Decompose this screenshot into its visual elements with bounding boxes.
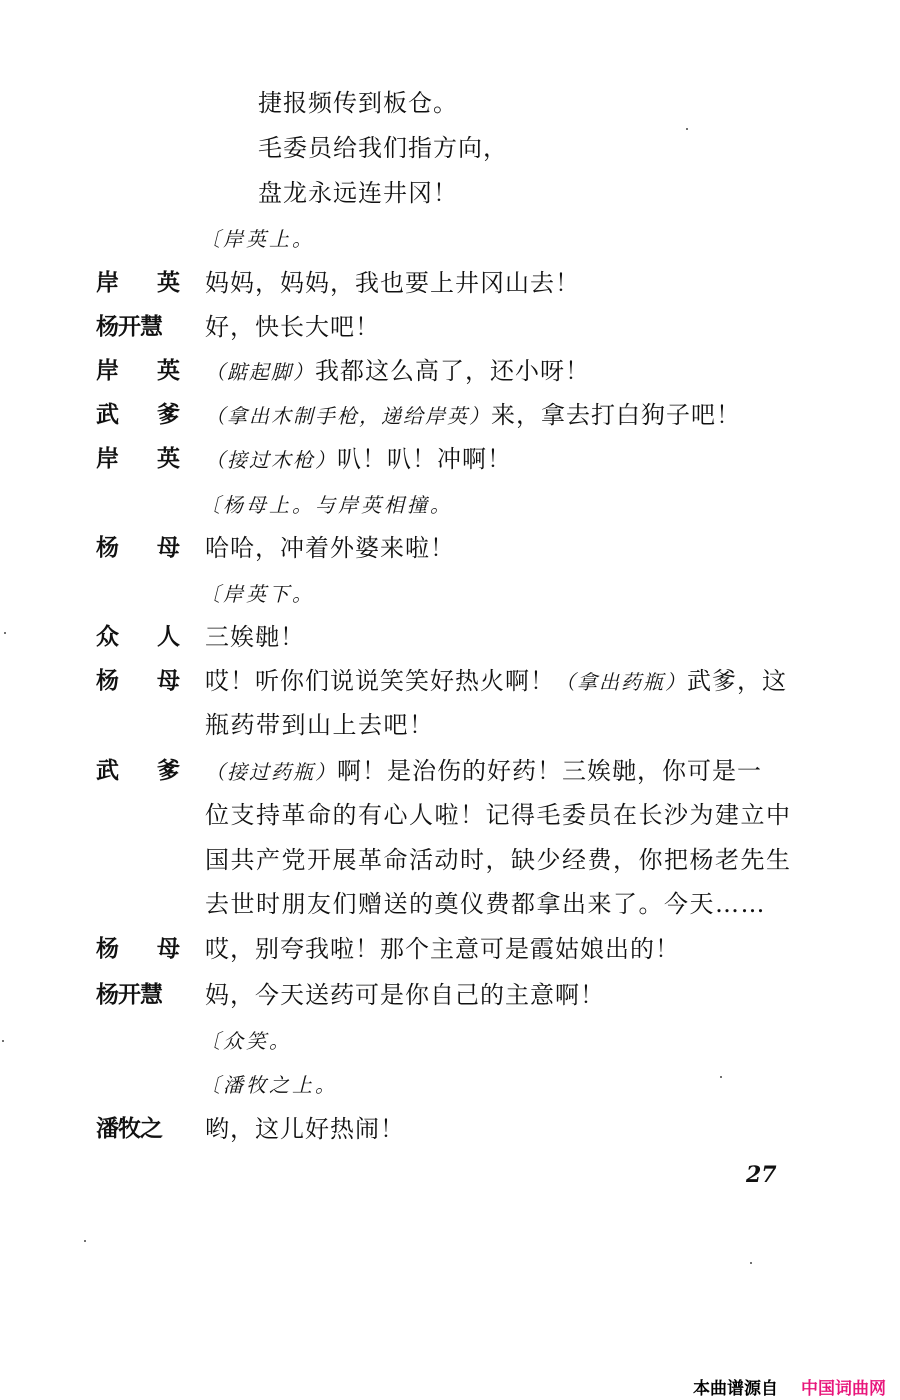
scan-speck <box>84 1240 86 1242</box>
speaker-char: 众 <box>96 624 119 650</box>
speech: 好，快长大吧！ <box>205 313 380 341</box>
page-number: 27 <box>746 1162 777 1188</box>
speaker-label <box>96 444 180 474</box>
speaker-char: 爹 <box>157 758 180 784</box>
dialogue-text <box>205 1114 405 1144</box>
stage-note: （拿出木制手枪，递给岸英） <box>205 404 491 428</box>
speech: 妈妈，妈妈，我也要上井冈山去！ <box>205 269 580 297</box>
scan-speck <box>720 1076 722 1078</box>
song-line: 盘龙永远连井冈！ <box>258 179 458 207</box>
scan-speck <box>4 632 6 634</box>
speaker-label <box>96 1114 180 1144</box>
speech: 叭！叭！冲啊！ <box>337 445 512 473</box>
stage-direction: 〔众笑。 <box>200 1029 292 1053</box>
scan-speck <box>750 1262 752 1264</box>
scan-speck <box>686 128 688 130</box>
speaker-label <box>96 268 180 298</box>
footer-source-label: 本曲谱源自 <box>693 1379 778 1399</box>
dialogue-continuation: 国共产党开展革命活动时，缺少经费，你把杨老先生 <box>205 846 792 874</box>
speaker-label <box>96 622 180 652</box>
dialogue-text <box>205 356 590 387</box>
speaker-char: 杨开慧 <box>96 982 162 1008</box>
speaker-label <box>96 400 180 430</box>
speaker-char: 岸 <box>96 358 119 384</box>
dialogue-continuation: 位支持革命的有心人啦！记得毛委员在长沙为建立中 <box>205 801 792 829</box>
stage-note: （拿出药瓶） <box>555 670 687 694</box>
stage-direction: 〔岸英下。 <box>200 582 315 606</box>
speaker-label <box>96 666 180 696</box>
stage-note: （踮起脚） <box>205 360 315 384</box>
speech: 哈哈，冲着外婆来啦！ <box>205 534 455 562</box>
speaker-char: 母 <box>157 668 180 694</box>
dialogue-text <box>205 444 512 475</box>
speaker-char: 英 <box>157 270 180 296</box>
stage-note: （接过木枪） <box>205 448 337 472</box>
dialogue-text <box>205 312 380 342</box>
speaker-char: 岸 <box>96 270 119 296</box>
speaker-char: 杨开慧 <box>96 314 162 340</box>
speech: 啊！是治伤的好药！三娭毑，你可是一 <box>337 757 762 785</box>
song-line: 捷报频传到板仓。 <box>258 89 458 117</box>
speaker-char: 潘牧之 <box>96 1116 162 1142</box>
speech: 哎！听你们说说笑笑好热火啊！ <box>205 667 555 695</box>
dialogue-text <box>205 400 741 431</box>
speaker-char: 爹 <box>157 402 180 428</box>
speech: 我都这么高了，还小呀！ <box>315 357 590 385</box>
scan-speck <box>2 1040 4 1042</box>
speaker-label <box>96 934 180 964</box>
footer-site-link[interactable]: 中国词曲网 <box>801 1379 886 1399</box>
speaker-char: 英 <box>157 358 180 384</box>
speech: 武爹，这 <box>687 667 787 695</box>
speaker-label <box>96 356 180 386</box>
stage-direction: 〔岸英上。 <box>200 227 315 251</box>
speaker-char: 母 <box>157 936 180 962</box>
dialogue-text <box>205 934 680 964</box>
speaker-char: 母 <box>157 535 180 561</box>
speaker-char: 岸 <box>96 446 119 472</box>
speech: 三娭毑！ <box>205 623 305 651</box>
speaker-label <box>96 533 180 563</box>
dialogue-continuation: 去世时朋友们赠送的奠仪费都拿出来了。今天…… <box>205 890 766 918</box>
dialogue-text <box>205 533 455 563</box>
dialogue-text <box>205 756 762 787</box>
speech: 哎，别夸我啦！那个主意可是霞姑娘出的！ <box>205 935 680 963</box>
speaker-char: 杨 <box>96 535 119 561</box>
speech: 哟，这儿好热闹！ <box>205 1115 405 1143</box>
dialogue-text <box>205 980 605 1010</box>
stage-direction: 〔杨母上。与岸英相撞。 <box>200 493 453 517</box>
stage-direction: 〔潘牧之上。 <box>200 1073 338 1097</box>
dialogue-continuation: 瓶药带到山上去吧！ <box>205 711 435 739</box>
speaker-label <box>96 756 180 786</box>
speaker-char: 英 <box>157 446 180 472</box>
dialogue-text <box>205 666 787 697</box>
speaker-char: 杨 <box>96 936 119 962</box>
speaker-char: 武 <box>96 402 119 428</box>
dialogue-text <box>205 622 305 652</box>
stage-note: （接过药瓶） <box>205 760 337 784</box>
speech: 妈，今天送药可是你自己的主意啊！ <box>205 981 605 1009</box>
speaker-char: 人 <box>157 624 180 650</box>
speaker-char: 杨 <box>96 668 119 694</box>
speaker-label <box>96 312 180 342</box>
song-line: 毛委员给我们指方向， <box>258 134 508 162</box>
speaker-label <box>96 980 180 1010</box>
dialogue-text <box>205 268 580 298</box>
speech: 来，拿去打白狗子吧！ <box>491 401 741 429</box>
speaker-char: 武 <box>96 758 119 784</box>
